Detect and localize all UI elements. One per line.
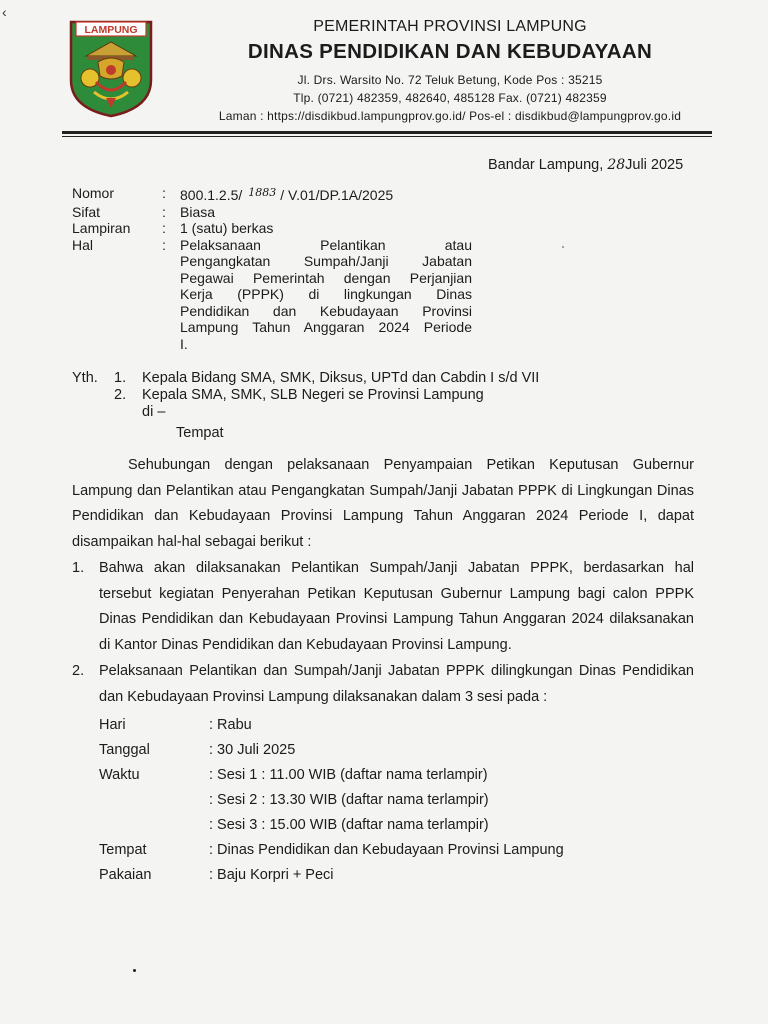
schedule-row: : Sesi 3 : 15.00 WIB (daftar nama terlampir) [209, 817, 489, 833]
field-hal-value: Pelaksanaan Pelantikan atau Pengangkatan Sumpah/Janji Jabatan Pegawai Pemerintah dengan Perjanjian Kerja (PPPK) di lingkungan Dinas Pendidikan dan Kebudayaan Provinsi Lampung Tahun Anggaran 2024 Periode I. [180, 236, 472, 352]
recipient-item: Yth. 1. Kepala Bidang SMA, SMK, Diksus, UPTd dan Cabdin I s/d VII [72, 370, 540, 386]
recipients-label: Yth. [72, 370, 98, 386]
schedule-row: Tanggal : 30 Juli 2025 [99, 742, 296, 758]
letterhead [170, 14, 730, 123]
logo-text: LAMPUNG [84, 24, 138, 36]
agency-name: DINAS PENDIDIKAN DAN KEBUDAYAAN [247, 40, 653, 63]
recipient-item: 2. Kepala SMA, SMK, SLB Negeri se Provinsi Lampung [114, 387, 484, 403]
schedule-row: Hari : Rabu [99, 717, 252, 733]
intro-paragraph: Sehubungan dengan pelaksanaan Penyampaian Petikan Keputusan Gubernur Lampung dan Pelantikan atau Pengangkatan Sumpah/Janji Jabatan PPPK di Lingkungan Dinas Pendidikan dan Kebudayaan Provinsi Lampung Tahun Anggaran 2024 Periode I, dapat disampaikan hal-hal sebagai berikut : [72, 457, 694, 550]
recipients-di: di – [142, 404, 166, 420]
body-item: 2. Pelaksanaan Pelantikan dan Sumpah/Janji Jabatan PPPK dilingkungan Dinas Pendidikan dan Kebudayaan Provinsi Lampung dilaksanakan dalam 3 sesi pada : [72, 663, 694, 705]
field-nomor: Nomor : 800.1.2.5/ $^{1883}$ / V.01/DP.1A/2025 [72, 185, 394, 203]
body-item: 1. Bahwa akan dilaksanakan Pelantikan Sumpah/Janji Jabatan PPPK, berdasarkan hal tersebut kegiatan Penyerahan Petikan Keputusan Gubernur Lampung bagi calon PPPK Dinas Pendidikan dan Kebudayaan Provinsi Lampung Tahun Anggaran 2024 dilaksanakan di Kantor Dinas Pendidikan dan Kebudayaan Provinsi Lampung. [72, 560, 694, 653]
agency-website-email: Laman : https://disdikbud.lampungprov.go.id/ Pos-el : disdikbud@lampungprov.go.id [218, 109, 682, 123]
government-name: PEMERINTAH PROVINSI LAMPUNG [313, 18, 587, 35]
scan-dot [133, 969, 136, 972]
letter-body [72, 453, 694, 888]
letterhead-rule-thin [62, 136, 712, 137]
schedule-row: Waktu : Sesi 1 : 11.00 WIB (daftar nama terlampir) [99, 767, 488, 783]
agency-address: Jl. Drs. Warsito No. 72 Teluk Betung, Kode Pos : 35215 [297, 73, 603, 87]
scan-corner-mark: ‹ [2, 4, 7, 20]
schedule-table [99, 713, 694, 888]
field-lampiran: Lampiran : 1 (satu) berkas [72, 220, 274, 236]
schedule-row: : Sesi 2 : 13.30 WIB (daftar nama terlampir) [209, 792, 489, 808]
lampung-emblem-logo [66, 18, 156, 118]
schedule-row: Tempat : Dinas Pendidikan dan Kebudayaan Provinsi Lampung [99, 842, 564, 858]
scan-speck [562, 246, 564, 248]
letterhead-rule-thick [62, 131, 712, 134]
handwritten-day: 28 [607, 157, 626, 173]
field-sifat: Sifat : Biasa [72, 203, 216, 220]
schedule-row: Pakaian : Baju Korpri + Peci [99, 867, 334, 883]
letter-date: Bandar Lampung, 28Juli 2025 [488, 157, 684, 173]
field-hal: Hal : Pelaksanaan Pelantikan atau Pengangkatan Sumpah/Janji Jabatan Pegawai Pemerintah dengan Perjanjian Kerja (PPPK) di lingkungan Dinas Pendidikan dan Kebudayaan Provinsi Lampung Tahun Anggaran 2024 Periode I. [72, 236, 472, 352]
agency-phone: Tlp. (0721) 482359, 482640, 485128 Fax. (0721) 482359 [293, 91, 607, 105]
letter-fields [72, 185, 482, 352]
handwritten-number: 1883 [248, 186, 277, 199]
recipients-tempat: Tempat [176, 425, 224, 441]
recipients [72, 370, 539, 442]
